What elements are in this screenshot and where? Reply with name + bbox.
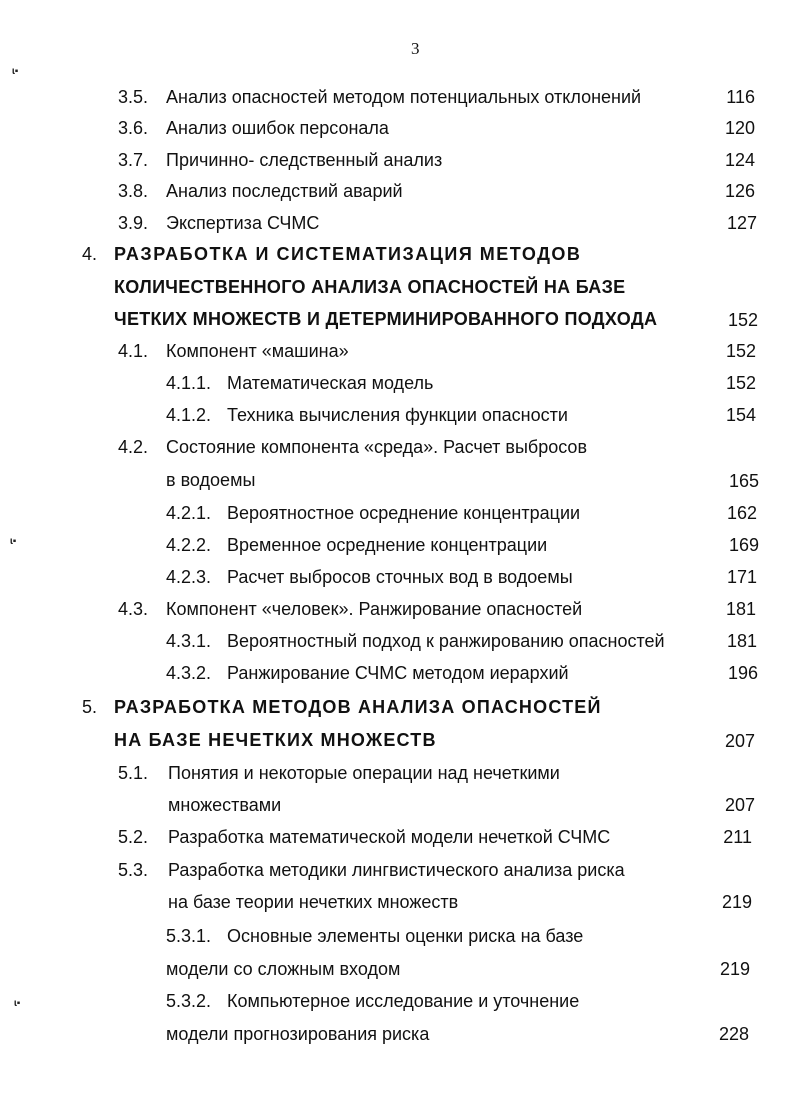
entry-title: Компонент «человек». Ранжирование опасностей [166,599,583,619]
entry-page: 181 [725,599,756,619]
page-number: 3 [411,39,420,58]
entry-number: 3.6. [118,118,149,138]
entry-number: 4.2. [118,437,149,457]
entry-page: 211 [723,827,752,847]
entry-title-line: модели прогнозирования риска [166,1024,430,1044]
entry-title: Разработка математической модели нечеткой СЧМС [168,827,611,847]
chapter-title-line: КОЛИЧЕСТВЕННОГО АНАЛИЗА ОПАСНОСТЕЙ НА БАЗЕ [114,277,626,297]
entry-page: 219 [721,892,752,912]
entry-number: 4.3.2. [166,663,212,683]
entry-number: 4.1. [118,341,149,361]
entry-page: 181 [726,631,757,651]
entry-title-line: Состояние компонента «среда». Расчет выбросов [166,437,588,457]
entry-title: Анализ ошибок персонала [166,118,389,138]
entry-title: Расчет выбросов сточных вод в водоемы [227,567,573,587]
entry-number: 3.5. [118,87,149,107]
entry-number: 5.1. [118,763,149,783]
entry-page: 124 [724,150,755,170]
entry-page: 219 [719,959,750,979]
chapter-title-line: НА БАЗЕ НЕЧЕТКИХ МНОЖЕСТВ [114,730,437,750]
entry-title-line: множествами [168,795,282,815]
entry-number: 3.7. [118,150,149,170]
entry-page: 171 [726,567,757,587]
chapter-title-line: ЧЕТКИХ МНОЖЕСТВ И ДЕТЕРМИНИРОВАННОГО ПОДХОДА [114,309,658,329]
entry-title: Временное осреднение концентрации [227,535,548,555]
entry-title-line: Основные элементы оценки риска на базе [227,926,584,946]
entry-title: Экспертиза СЧМС [166,213,320,233]
entry-number: 5.3.1. [166,926,212,946]
chapter-title-line: РАЗРАБОТКА МЕТОДОВ АНАЛИЗА ОПАСНОСТЕЙ [114,697,602,717]
chapter-title-line: РАЗРАБОТКА И СИСТЕМАТИЗАЦИЯ МЕТОДОВ [114,244,582,264]
entry-number: 4.1.1. [166,373,212,393]
entry-page: 196 [727,663,758,683]
chapter-number: 4. [82,244,98,264]
entry-title-line: модели со сложным входом [166,959,401,979]
entry-number: 4.1.2. [166,405,212,425]
chapter-number: 5. [82,697,98,717]
scan-mark: ɩ▪ [14,998,21,1009]
entry-page: 207 [724,795,755,815]
entry-number: 5.2. [118,827,149,847]
entry-number: 4.2.3. [166,567,212,587]
entry-title: Причинно- следственный анализ [166,150,443,170]
entry-page: 154 [725,405,756,425]
entry-page: 207 [724,731,755,751]
entry-number: 3.9. [118,213,149,233]
entry-number: 4.2.1. [166,503,212,523]
entry-page: 169 [728,535,759,555]
entry-title: Вероятностный подход к ранжированию опасностей [227,631,665,651]
entry-title: Ранжирование СЧМС методом иерархий [227,663,569,683]
entry-title: Техника вычисления функции опасности [227,405,568,425]
entry-number: 5.3. [118,860,149,880]
entry-title: Компонент «машина» [166,341,349,361]
entry-page: 116 [726,87,755,107]
entry-title: Вероятностное осреднение концентрации [227,503,581,523]
entry-number: 4.2.2. [166,535,212,555]
entry-number: 3.8. [118,181,149,201]
entry-page: 152 [725,373,756,393]
entry-page: 126 [724,181,755,201]
scan-mark: ɩ▪ [10,536,17,547]
entry-page: 228 [718,1024,749,1044]
entry-title-line: Понятия и некоторые операции над нечеткими [168,763,560,783]
entry-number: 4.3.1. [166,631,212,651]
entry-page: 162 [726,503,757,523]
scan-mark: ɩ▪ [12,66,19,77]
entry-number: 4.3. [118,599,149,619]
entry-page: 120 [724,118,755,138]
entry-title: Анализ опасностей методом потенциальных отклонений [166,87,642,107]
entry-number: 5.3.2. [166,991,212,1011]
entry-page: 165 [728,471,759,491]
entry-title: Математическая модель [227,373,434,393]
entry-page: 127 [726,213,757,233]
entry-title-line: на базе теории нечетких множеств [168,892,459,912]
entry-title-line: Разработка методики лингвистического анализа риска [168,860,625,880]
entry-title-line: в водоемы [166,470,256,490]
entry-page: 152 [725,341,756,361]
entry-title-line: Компьютерное исследование и уточнение [227,991,580,1011]
entry-page: 152 [727,310,758,330]
entry-title: Анализ последствий аварий [166,181,403,201]
